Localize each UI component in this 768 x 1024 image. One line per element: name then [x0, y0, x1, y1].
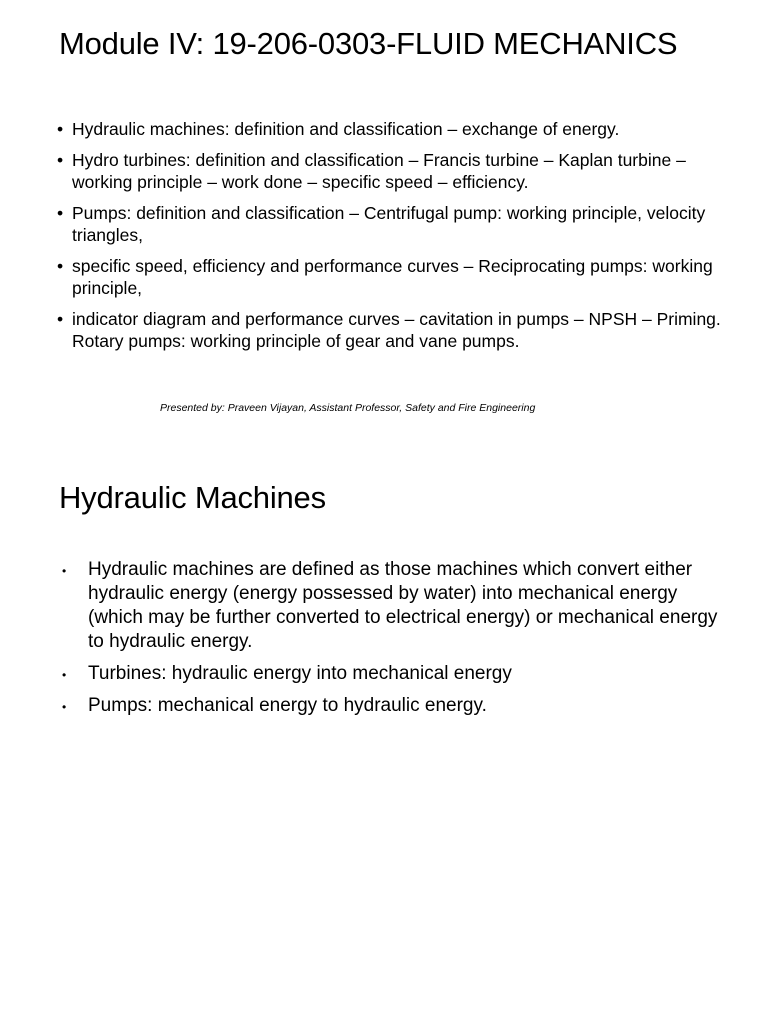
- bullet-marker: •: [57, 309, 64, 329]
- list-item: [57, 202, 737, 246]
- list-item: [60, 558, 730, 654]
- bullet-text: indicator diagram and performance curves – cavitation in pumps – NPSH – Priming. Rotary pumps: working principle of gear and vane pumps.: [72, 309, 721, 351]
- bullet-text: Hydraulic machines are defined as those machines which convert either hydraulic energy (energy possessed by water) into mechanical energy (which may be further converted to electrical energy) or mechanical energy to hydraulic energy.: [88, 559, 718, 652]
- bullet-marker: •: [62, 668, 67, 682]
- bullet-text: Pumps: definition and classification – Centrifugal pump: working principle, velocity triangles,: [72, 203, 706, 245]
- bullet-text: Turbines: hydraulic energy into mechanical energy: [88, 663, 512, 684]
- bullet-list: [60, 558, 730, 726]
- bullet-text: Hydraulic machines: definition and classification – exchange of energy.: [72, 119, 620, 139]
- bullet-marker: •: [57, 203, 64, 223]
- slide-module-iv: [0, 0, 768, 432]
- presenter-credit: Presented by: Praveen Vijayan, Assistant Professor, Safety and Fire Engineering: [160, 402, 536, 414]
- slide-hydraulic-machines: [0, 460, 768, 760]
- bullet-marker: •: [57, 150, 64, 170]
- bullet-marker: •: [62, 700, 67, 714]
- bullet-marker: •: [62, 564, 67, 578]
- bullet-marker: •: [57, 119, 64, 139]
- slide-title: Module IV: 19-206-0303-FLUID MECHANICS: [59, 26, 678, 61]
- bullet-text: Hydro turbines: definition and classification – Francis turbine – Kaplan turbine – working principle – work done – specific speed – efficiency.: [72, 150, 686, 192]
- bullet-text: specific speed, efficiency and performance curves – Reciprocating pumps: working principle,: [72, 256, 713, 298]
- list-item: [57, 308, 737, 352]
- bullet-list: [57, 118, 737, 361]
- bullet-marker: •: [57, 256, 64, 276]
- list-item: [57, 149, 737, 193]
- list-item: [60, 662, 730, 686]
- list-item: [57, 255, 737, 299]
- list-item: [60, 694, 730, 718]
- slide-title: Hydraulic Machines: [59, 480, 326, 515]
- bullet-text: Pumps: mechanical energy to hydraulic energy.: [88, 695, 487, 716]
- list-item: [57, 118, 737, 140]
